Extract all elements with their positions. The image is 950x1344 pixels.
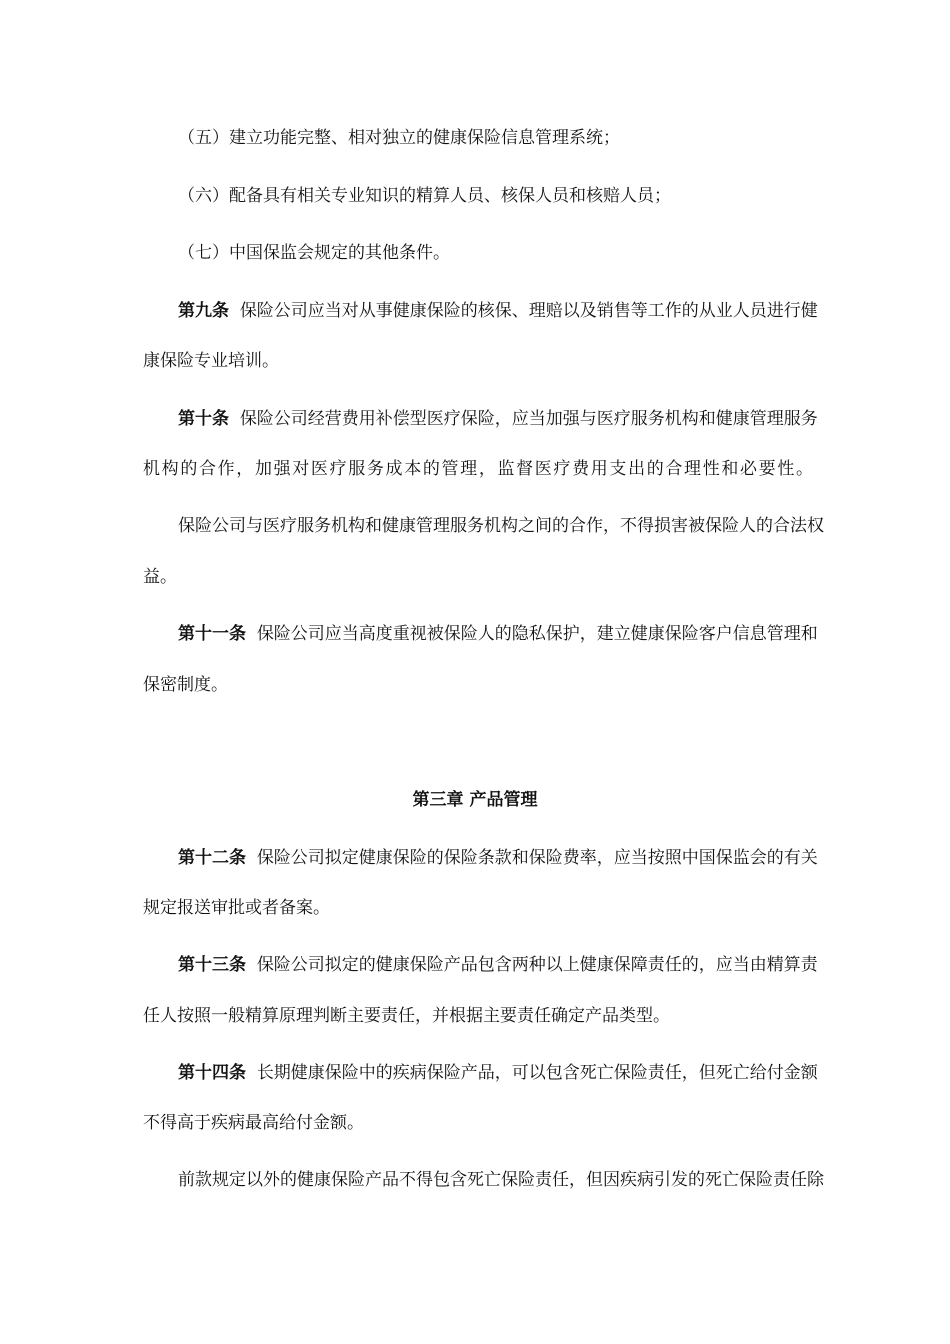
article-14-title: 第十四条 <box>178 1063 246 1083</box>
article-9-text-1: 保险公司应当对从事健康保险的核保、理赔以及销售等工作的从业人员进行健 <box>239 301 818 321</box>
article-14-text-1: 长期健康保险中的疾病保险产品，可以包含死亡保险责任，但死亡给付金额 <box>256 1063 818 1083</box>
article-9-title: 第九条 <box>178 301 229 321</box>
article-13-title: 第十三条 <box>178 955 246 975</box>
article-12-title: 第十二条 <box>178 848 246 868</box>
article-11-line-2: 保密制度。 <box>143 675 228 695</box>
article-11-title: 第十一条 <box>178 624 246 644</box>
article-13-text-1: 保险公司拟定的健康保险产品包含两种以上健康保障责任的，应当由精算责 <box>256 955 818 975</box>
article-12-line-2: 规定报送审批或者备案。 <box>143 898 330 918</box>
item-five: （五）建立功能完整、相对独立的健康保险信息管理系统； <box>178 128 620 148</box>
article-12-line-1 <box>178 847 818 869</box>
article-9-line-1 <box>178 300 818 322</box>
article-12-text-1: 保险公司拟定健康保险的保险条款和保险费率，应当按照中国保监会的有关 <box>256 848 818 868</box>
article-9-line-2: 康保险专业培训。 <box>143 351 279 371</box>
article-13-line-2: 任人按照一般精算原理判断主要责任，并根据主要责任确定产品类型。 <box>143 1006 670 1026</box>
article-14-para-2-line-1: 前款规定以外的健康保险产品不得包含死亡保险责任，但因疾病引发的死亡保险责任除 <box>178 1170 824 1190</box>
article-11-text-1: 保险公司应当高度重视被保险人的隐私保护，建立健康保险客户信息管理和 <box>256 624 818 644</box>
chapter-heading: 第三章 产品管理 <box>412 790 538 810</box>
article-10-line-2: 机构的合作，加强对医疗服务成本的管理，监督医疗费用支出的合理性和必要性。 <box>143 459 813 479</box>
article-10-text-1: 保险公司经营费用补偿型医疗保险，应当加强与医疗服务机构和健康管理服务 <box>239 409 818 429</box>
article-11-line-1 <box>178 623 818 645</box>
article-10-title: 第十条 <box>178 409 229 429</box>
article-10-line-1 <box>178 408 818 430</box>
article-10-para-2-line-2: 益。 <box>143 567 177 587</box>
article-14-line-1 <box>178 1062 818 1084</box>
article-14-line-2: 不得高于疾病最高给付金额。 <box>143 1113 364 1133</box>
item-seven: （七）中国保监会规定的其他条件。 <box>178 243 450 263</box>
article-13-line-1 <box>178 954 818 976</box>
article-10-para-2-line-1: 保险公司与医疗服务机构和健康管理服务机构之间的合作，不得损害被保险人的合法权 <box>178 516 824 536</box>
item-six: （六）配备具有相关专业知识的精算人员、核保人员和核赔人员； <box>178 186 671 206</box>
